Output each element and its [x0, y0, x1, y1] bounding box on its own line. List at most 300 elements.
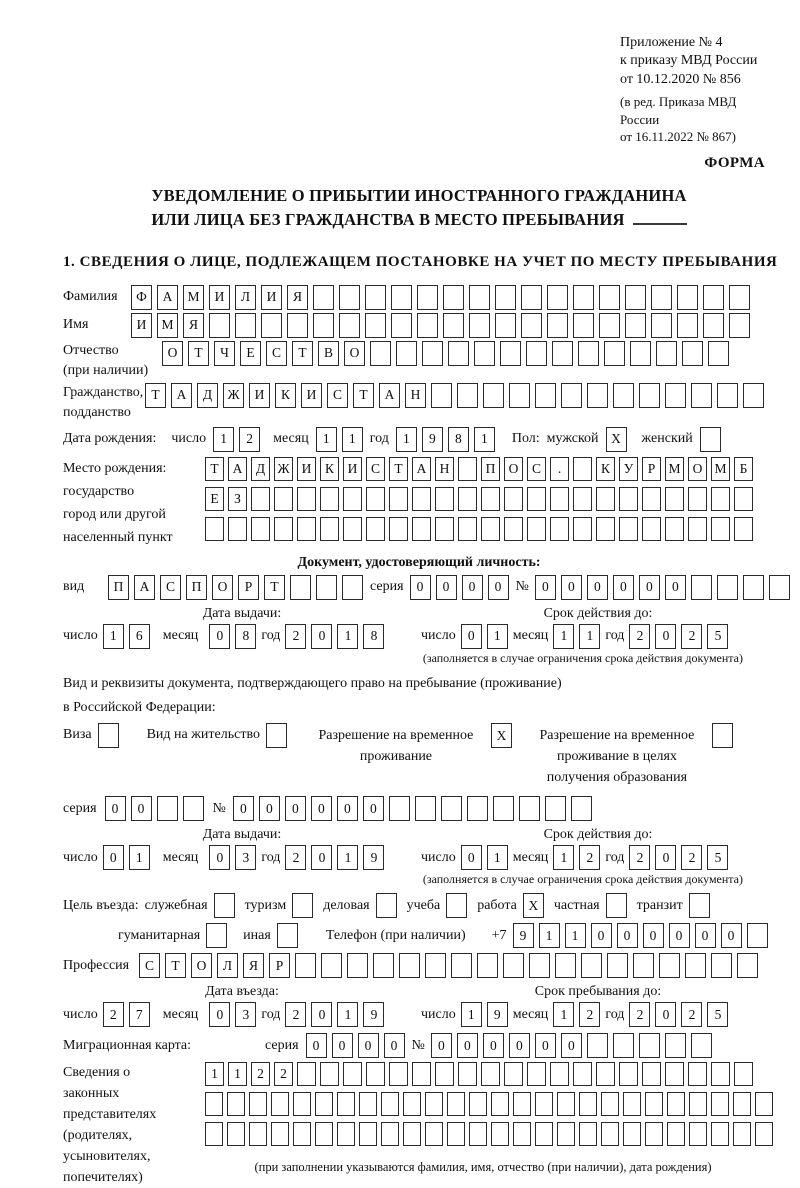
char-cell[interactable] [183, 796, 204, 821]
char-cell[interactable] [527, 487, 546, 511]
char-cell[interactable] [293, 1092, 311, 1116]
char-cell[interactable] [527, 517, 546, 541]
char-cell[interactable] [625, 285, 646, 310]
char-cell[interactable]: 0 [233, 796, 254, 821]
char-cell[interactable]: 1 [103, 624, 124, 649]
char-cell[interactable]: С [527, 457, 546, 481]
char-cell[interactable] [412, 1062, 431, 1086]
char-cell[interactable] [500, 341, 521, 366]
char-cell[interactable] [447, 1092, 465, 1116]
char-cell[interactable] [417, 313, 438, 338]
char-cell[interactable]: 0 [457, 1033, 478, 1058]
char-cell[interactable]: 1 [205, 1062, 224, 1086]
char-cell[interactable] [682, 341, 703, 366]
char-cell[interactable] [691, 383, 712, 408]
char-cell[interactable]: 0 [436, 575, 457, 600]
char-cell[interactable]: М [711, 457, 730, 481]
char-cell[interactable] [521, 313, 542, 338]
char-cell[interactable] [642, 487, 661, 511]
char-cell[interactable] [665, 517, 684, 541]
char-cell[interactable] [623, 1122, 641, 1146]
char-cell[interactable] [503, 953, 524, 978]
char-cell[interactable]: О [212, 575, 233, 600]
char-cell[interactable] [205, 1122, 223, 1146]
char-cell[interactable]: 0 [131, 796, 152, 821]
char-cell[interactable] [469, 1092, 487, 1116]
char-cell[interactable] [435, 487, 454, 511]
char-cell[interactable] [425, 953, 446, 978]
char-cell[interactable]: А [134, 575, 155, 600]
char-cell[interactable] [667, 1122, 685, 1146]
char-cell[interactable]: 0 [695, 923, 716, 948]
char-cell[interactable] [337, 1092, 355, 1116]
char-cell[interactable]: М [183, 285, 204, 310]
char-cell[interactable] [656, 341, 677, 366]
char-cell[interactable]: М [157, 313, 178, 338]
char-cell[interactable] [271, 1092, 289, 1116]
char-cell[interactable]: 0 [639, 575, 660, 600]
char-cell[interactable] [509, 383, 530, 408]
char-cell[interactable]: С [139, 953, 160, 978]
char-cell[interactable]: 2 [285, 624, 306, 649]
char-cell[interactable]: А [412, 457, 431, 481]
char-cell[interactable] [552, 341, 573, 366]
char-cell[interactable]: 0 [561, 575, 582, 600]
char-cell[interactable]: 1 [337, 624, 358, 649]
char-cell[interactable]: Р [269, 953, 290, 978]
char-cell[interactable]: С [366, 457, 385, 481]
char-cell[interactable]: 2 [681, 624, 702, 649]
char-cell[interactable]: Л [235, 285, 256, 310]
char-cell[interactable] [557, 1122, 575, 1146]
char-cell[interactable] [685, 953, 706, 978]
char-cell[interactable] [447, 1122, 465, 1146]
char-cell[interactable] [587, 1033, 608, 1058]
char-cell[interactable]: 1 [579, 624, 600, 649]
char-cell[interactable] [458, 1062, 477, 1086]
char-cell[interactable] [711, 517, 730, 541]
char-cell[interactable] [359, 1122, 377, 1146]
char-cell[interactable] [665, 383, 686, 408]
char-cell[interactable] [228, 517, 247, 541]
char-cell[interactable] [290, 575, 311, 600]
char-cell[interactable] [535, 1092, 553, 1116]
char-cell[interactable]: 0 [655, 1002, 676, 1027]
char-cell[interactable]: О [344, 341, 365, 366]
char-cell[interactable]: И [301, 383, 322, 408]
char-cell[interactable] [495, 313, 516, 338]
char-cell[interactable]: 0 [613, 575, 634, 600]
char-cell[interactable] [561, 383, 582, 408]
char-cell[interactable] [474, 341, 495, 366]
char-cell[interactable]: Ж [223, 383, 244, 408]
char-cell[interactable]: К [275, 383, 296, 408]
char-cell[interactable] [469, 1122, 487, 1146]
char-cell[interactable]: О [162, 341, 183, 366]
char-cell[interactable]: Ч [214, 341, 235, 366]
char-cell[interactable]: 2 [629, 624, 650, 649]
char-cell[interactable]: 2 [239, 427, 260, 452]
char-cell[interactable]: Т [389, 457, 408, 481]
char-cell[interactable] [755, 1122, 773, 1146]
char-cell[interactable] [209, 313, 230, 338]
char-cell[interactable] [665, 487, 684, 511]
char-cell[interactable]: Б [734, 457, 753, 481]
char-cell[interactable] [691, 575, 712, 600]
char-cell[interactable] [688, 487, 707, 511]
char-cell[interactable]: 0 [384, 1033, 405, 1058]
char-cell[interactable] [555, 953, 576, 978]
char-cell[interactable]: 0 [462, 575, 483, 600]
char-cell[interactable] [527, 1062, 546, 1086]
char-cell[interactable] [547, 313, 568, 338]
char-cell[interactable]: 2 [629, 845, 650, 870]
char-cell[interactable] [659, 953, 680, 978]
char-cell[interactable] [347, 953, 368, 978]
char-cell[interactable] [613, 1033, 634, 1058]
char-cell[interactable]: 0 [617, 923, 638, 948]
char-cell[interactable]: Т [264, 575, 285, 600]
char-cell[interactable]: П [108, 575, 129, 600]
char-cell[interactable] [630, 341, 651, 366]
char-cell[interactable] [157, 796, 178, 821]
char-cell[interactable] [261, 313, 282, 338]
char-cell[interactable]: Р [642, 457, 661, 481]
char-cell[interactable] [412, 487, 431, 511]
char-cell[interactable]: 0 [209, 845, 230, 870]
char-cell[interactable]: 1 [539, 923, 560, 948]
char-cell[interactable] [477, 953, 498, 978]
female-checkbox-cell[interactable] [700, 427, 721, 452]
char-cell[interactable] [573, 313, 594, 338]
char-cell[interactable] [389, 487, 408, 511]
char-cell[interactable] [425, 1092, 443, 1116]
char-cell[interactable] [733, 1092, 751, 1116]
char-cell[interactable] [599, 313, 620, 338]
char-cell[interactable] [529, 953, 550, 978]
char-cell[interactable]: И [131, 313, 152, 338]
char-cell[interactable] [689, 1122, 707, 1146]
char-cell[interactable] [642, 517, 661, 541]
char-cell[interactable]: Е [205, 487, 224, 511]
char-cell[interactable] [389, 1062, 408, 1086]
char-cell[interactable]: 0 [655, 845, 676, 870]
char-cell[interactable] [642, 1062, 661, 1086]
char-cell[interactable] [677, 313, 698, 338]
char-cell[interactable]: 0 [311, 1002, 332, 1027]
char-cell[interactable]: 0 [358, 1033, 379, 1058]
char-cell[interactable] [287, 313, 308, 338]
char-cell[interactable]: 0 [209, 1002, 230, 1027]
temp-residence-checkbox-cell[interactable]: X [491, 723, 512, 748]
char-cell[interactable]: Т [145, 383, 166, 408]
char-cell[interactable] [271, 1122, 289, 1146]
char-cell[interactable] [458, 487, 477, 511]
char-cell[interactable]: 9 [363, 1002, 384, 1027]
char-cell[interactable]: 1 [553, 845, 574, 870]
char-cell[interactable]: 1 [565, 923, 586, 948]
char-cell[interactable]: 1 [213, 427, 234, 452]
char-cell[interactable] [733, 1122, 751, 1146]
purpose-checkbox-cell[interactable] [277, 923, 298, 948]
char-cell[interactable]: 2 [274, 1062, 293, 1086]
char-cell[interactable]: 1 [396, 427, 417, 452]
char-cell[interactable] [526, 341, 547, 366]
char-cell[interactable] [645, 1092, 663, 1116]
char-cell[interactable]: Т [188, 341, 209, 366]
char-cell[interactable]: 2 [285, 845, 306, 870]
char-cell[interactable]: 1 [316, 427, 337, 452]
char-cell[interactable] [579, 1092, 597, 1116]
char-cell[interactable]: 0 [643, 923, 664, 948]
char-cell[interactable] [573, 487, 592, 511]
char-cell[interactable]: А [157, 285, 178, 310]
char-cell[interactable] [667, 1092, 685, 1116]
char-cell[interactable]: 1 [228, 1062, 247, 1086]
char-cell[interactable] [573, 1062, 592, 1086]
char-cell[interactable] [550, 517, 569, 541]
char-cell[interactable]: В [318, 341, 339, 366]
char-cell[interactable]: Т [205, 457, 224, 481]
char-cell[interactable]: С [160, 575, 181, 600]
char-cell[interactable] [469, 313, 490, 338]
char-cell[interactable]: 2 [629, 1002, 650, 1027]
char-cell[interactable]: 0 [311, 624, 332, 649]
char-cell[interactable] [481, 517, 500, 541]
char-cell[interactable] [320, 1062, 339, 1086]
char-cell[interactable] [313, 313, 334, 338]
char-cell[interactable] [550, 487, 569, 511]
char-cell[interactable]: 0 [410, 575, 431, 600]
char-cell[interactable]: 9 [513, 923, 534, 948]
char-cell[interactable] [573, 517, 592, 541]
char-cell[interactable]: 1 [474, 427, 495, 452]
char-cell[interactable]: 5 [707, 845, 728, 870]
char-cell[interactable]: Я [183, 313, 204, 338]
visa-checkbox-cell[interactable] [98, 723, 119, 748]
char-cell[interactable] [295, 953, 316, 978]
char-cell[interactable] [343, 517, 362, 541]
char-cell[interactable] [578, 341, 599, 366]
char-cell[interactable] [619, 487, 638, 511]
char-cell[interactable]: 0 [337, 796, 358, 821]
purpose-checkbox-cell[interactable] [376, 893, 397, 918]
char-cell[interactable]: 0 [105, 796, 126, 821]
char-cell[interactable]: 0 [259, 796, 280, 821]
char-cell[interactable] [519, 796, 540, 821]
char-cell[interactable] [521, 285, 542, 310]
char-cell[interactable] [441, 796, 462, 821]
char-cell[interactable]: 6 [129, 624, 150, 649]
char-cell[interactable] [481, 1062, 500, 1086]
char-cell[interactable]: О [688, 457, 707, 481]
char-cell[interactable]: 5 [707, 1002, 728, 1027]
char-cell[interactable] [373, 953, 394, 978]
char-cell[interactable] [391, 285, 412, 310]
char-cell[interactable] [389, 796, 410, 821]
char-cell[interactable] [435, 1062, 454, 1086]
char-cell[interactable] [443, 313, 464, 338]
char-cell[interactable] [422, 341, 443, 366]
char-cell[interactable] [315, 1092, 333, 1116]
char-cell[interactable] [619, 1062, 638, 1086]
char-cell[interactable] [703, 313, 724, 338]
purpose-checkbox-cell[interactable] [206, 923, 227, 948]
char-cell[interactable] [743, 575, 764, 600]
char-cell[interactable] [443, 285, 464, 310]
char-cell[interactable] [205, 1092, 223, 1116]
char-cell[interactable] [755, 1092, 773, 1116]
char-cell[interactable]: П [186, 575, 207, 600]
char-cell[interactable] [274, 487, 293, 511]
char-cell[interactable] [469, 285, 490, 310]
char-cell[interactable] [639, 383, 660, 408]
char-cell[interactable] [366, 517, 385, 541]
char-cell[interactable] [339, 313, 360, 338]
char-cell[interactable]: Т [292, 341, 313, 366]
char-cell[interactable] [547, 285, 568, 310]
char-cell[interactable] [366, 1062, 385, 1086]
char-cell[interactable] [412, 517, 431, 541]
char-cell[interactable] [415, 796, 436, 821]
char-cell[interactable] [734, 487, 753, 511]
char-cell[interactable]: 1 [461, 1002, 482, 1027]
char-cell[interactable] [381, 1092, 399, 1116]
char-cell[interactable]: 0 [311, 796, 332, 821]
char-cell[interactable] [604, 341, 625, 366]
char-cell[interactable] [703, 285, 724, 310]
char-cell[interactable] [581, 953, 602, 978]
char-cell[interactable]: 2 [579, 845, 600, 870]
char-cell[interactable]: 0 [461, 624, 482, 649]
char-cell[interactable] [235, 313, 256, 338]
char-cell[interactable]: И [261, 285, 282, 310]
char-cell[interactable] [596, 517, 615, 541]
char-cell[interactable]: А [171, 383, 192, 408]
char-cell[interactable]: 0 [535, 575, 556, 600]
char-cell[interactable] [734, 517, 753, 541]
char-cell[interactable] [205, 517, 224, 541]
char-cell[interactable]: Н [405, 383, 426, 408]
char-cell[interactable]: С [266, 341, 287, 366]
char-cell[interactable] [316, 575, 337, 600]
char-cell[interactable] [417, 285, 438, 310]
char-cell[interactable]: У [619, 457, 638, 481]
char-cell[interactable]: 0 [209, 624, 230, 649]
char-cell[interactable]: С [327, 383, 348, 408]
purpose-checkbox-cell[interactable] [292, 893, 313, 918]
char-cell[interactable] [491, 1092, 509, 1116]
char-cell[interactable] [651, 285, 672, 310]
char-cell[interactable] [342, 575, 363, 600]
char-cell[interactable] [545, 796, 566, 821]
char-cell[interactable] [711, 953, 732, 978]
char-cell[interactable] [504, 1062, 523, 1086]
char-cell[interactable] [711, 1122, 729, 1146]
char-cell[interactable]: 2 [681, 845, 702, 870]
char-cell[interactable]: Ф [131, 285, 152, 310]
char-cell[interactable]: 0 [561, 1033, 582, 1058]
char-cell[interactable]: 1 [487, 624, 508, 649]
char-cell[interactable] [579, 1122, 597, 1146]
purpose-checkbox-cell[interactable] [689, 893, 710, 918]
char-cell[interactable] [425, 1122, 443, 1146]
char-cell[interactable]: 0 [535, 1033, 556, 1058]
char-cell[interactable] [677, 285, 698, 310]
char-cell[interactable]: О [504, 457, 523, 481]
char-cell[interactable] [717, 575, 738, 600]
char-cell[interactable] [491, 1122, 509, 1146]
char-cell[interactable] [457, 383, 478, 408]
char-cell[interactable] [451, 953, 472, 978]
purpose-checkbox-cell[interactable] [606, 893, 627, 918]
char-cell[interactable]: Е [240, 341, 261, 366]
char-cell[interactable] [343, 1062, 362, 1086]
char-cell[interactable]: 0 [103, 845, 124, 870]
char-cell[interactable] [315, 1122, 333, 1146]
char-cell[interactable] [391, 313, 412, 338]
char-cell[interactable]: Р [238, 575, 259, 600]
char-cell[interactable] [251, 517, 270, 541]
char-cell[interactable]: 1 [487, 845, 508, 870]
char-cell[interactable] [458, 517, 477, 541]
char-cell[interactable]: К [596, 457, 615, 481]
char-cell[interactable]: Я [243, 953, 264, 978]
char-cell[interactable] [729, 313, 750, 338]
char-cell[interactable] [573, 457, 592, 481]
char-cell[interactable] [601, 1122, 619, 1146]
char-cell[interactable]: 0 [655, 624, 676, 649]
char-cell[interactable]: Ж [274, 457, 293, 481]
char-cell[interactable] [321, 953, 342, 978]
char-cell[interactable] [389, 517, 408, 541]
char-cell[interactable] [711, 1092, 729, 1116]
char-cell[interactable]: 0 [488, 575, 509, 600]
char-cell[interactable] [313, 285, 334, 310]
char-cell[interactable] [293, 1122, 311, 1146]
char-cell[interactable] [493, 796, 514, 821]
char-cell[interactable] [513, 1092, 531, 1116]
char-cell[interactable]: Т [165, 953, 186, 978]
char-cell[interactable] [729, 285, 750, 310]
char-cell[interactable] [297, 517, 316, 541]
education-checkbox-cell[interactable] [712, 723, 733, 748]
char-cell[interactable]: Д [197, 383, 218, 408]
char-cell[interactable] [665, 1062, 684, 1086]
char-cell[interactable]: 0 [669, 923, 690, 948]
purpose-checkbox-cell[interactable] [214, 893, 235, 918]
char-cell[interactable] [343, 487, 362, 511]
char-cell[interactable] [403, 1122, 421, 1146]
char-cell[interactable]: К [320, 457, 339, 481]
char-cell[interactable]: 2 [251, 1062, 270, 1086]
char-cell[interactable] [359, 1092, 377, 1116]
residence-permit-checkbox-cell[interactable] [266, 723, 287, 748]
char-cell[interactable] [513, 1122, 531, 1146]
char-cell[interactable] [467, 796, 488, 821]
char-cell[interactable] [320, 487, 339, 511]
char-cell[interactable] [339, 285, 360, 310]
char-cell[interactable]: 0 [363, 796, 384, 821]
char-cell[interactable]: 0 [665, 575, 686, 600]
char-cell[interactable] [399, 953, 420, 978]
char-cell[interactable]: И [249, 383, 270, 408]
char-cell[interactable] [483, 383, 504, 408]
char-cell[interactable] [711, 1062, 730, 1086]
char-cell[interactable] [458, 457, 477, 481]
char-cell[interactable]: 2 [681, 1002, 702, 1027]
char-cell[interactable]: И [343, 457, 362, 481]
